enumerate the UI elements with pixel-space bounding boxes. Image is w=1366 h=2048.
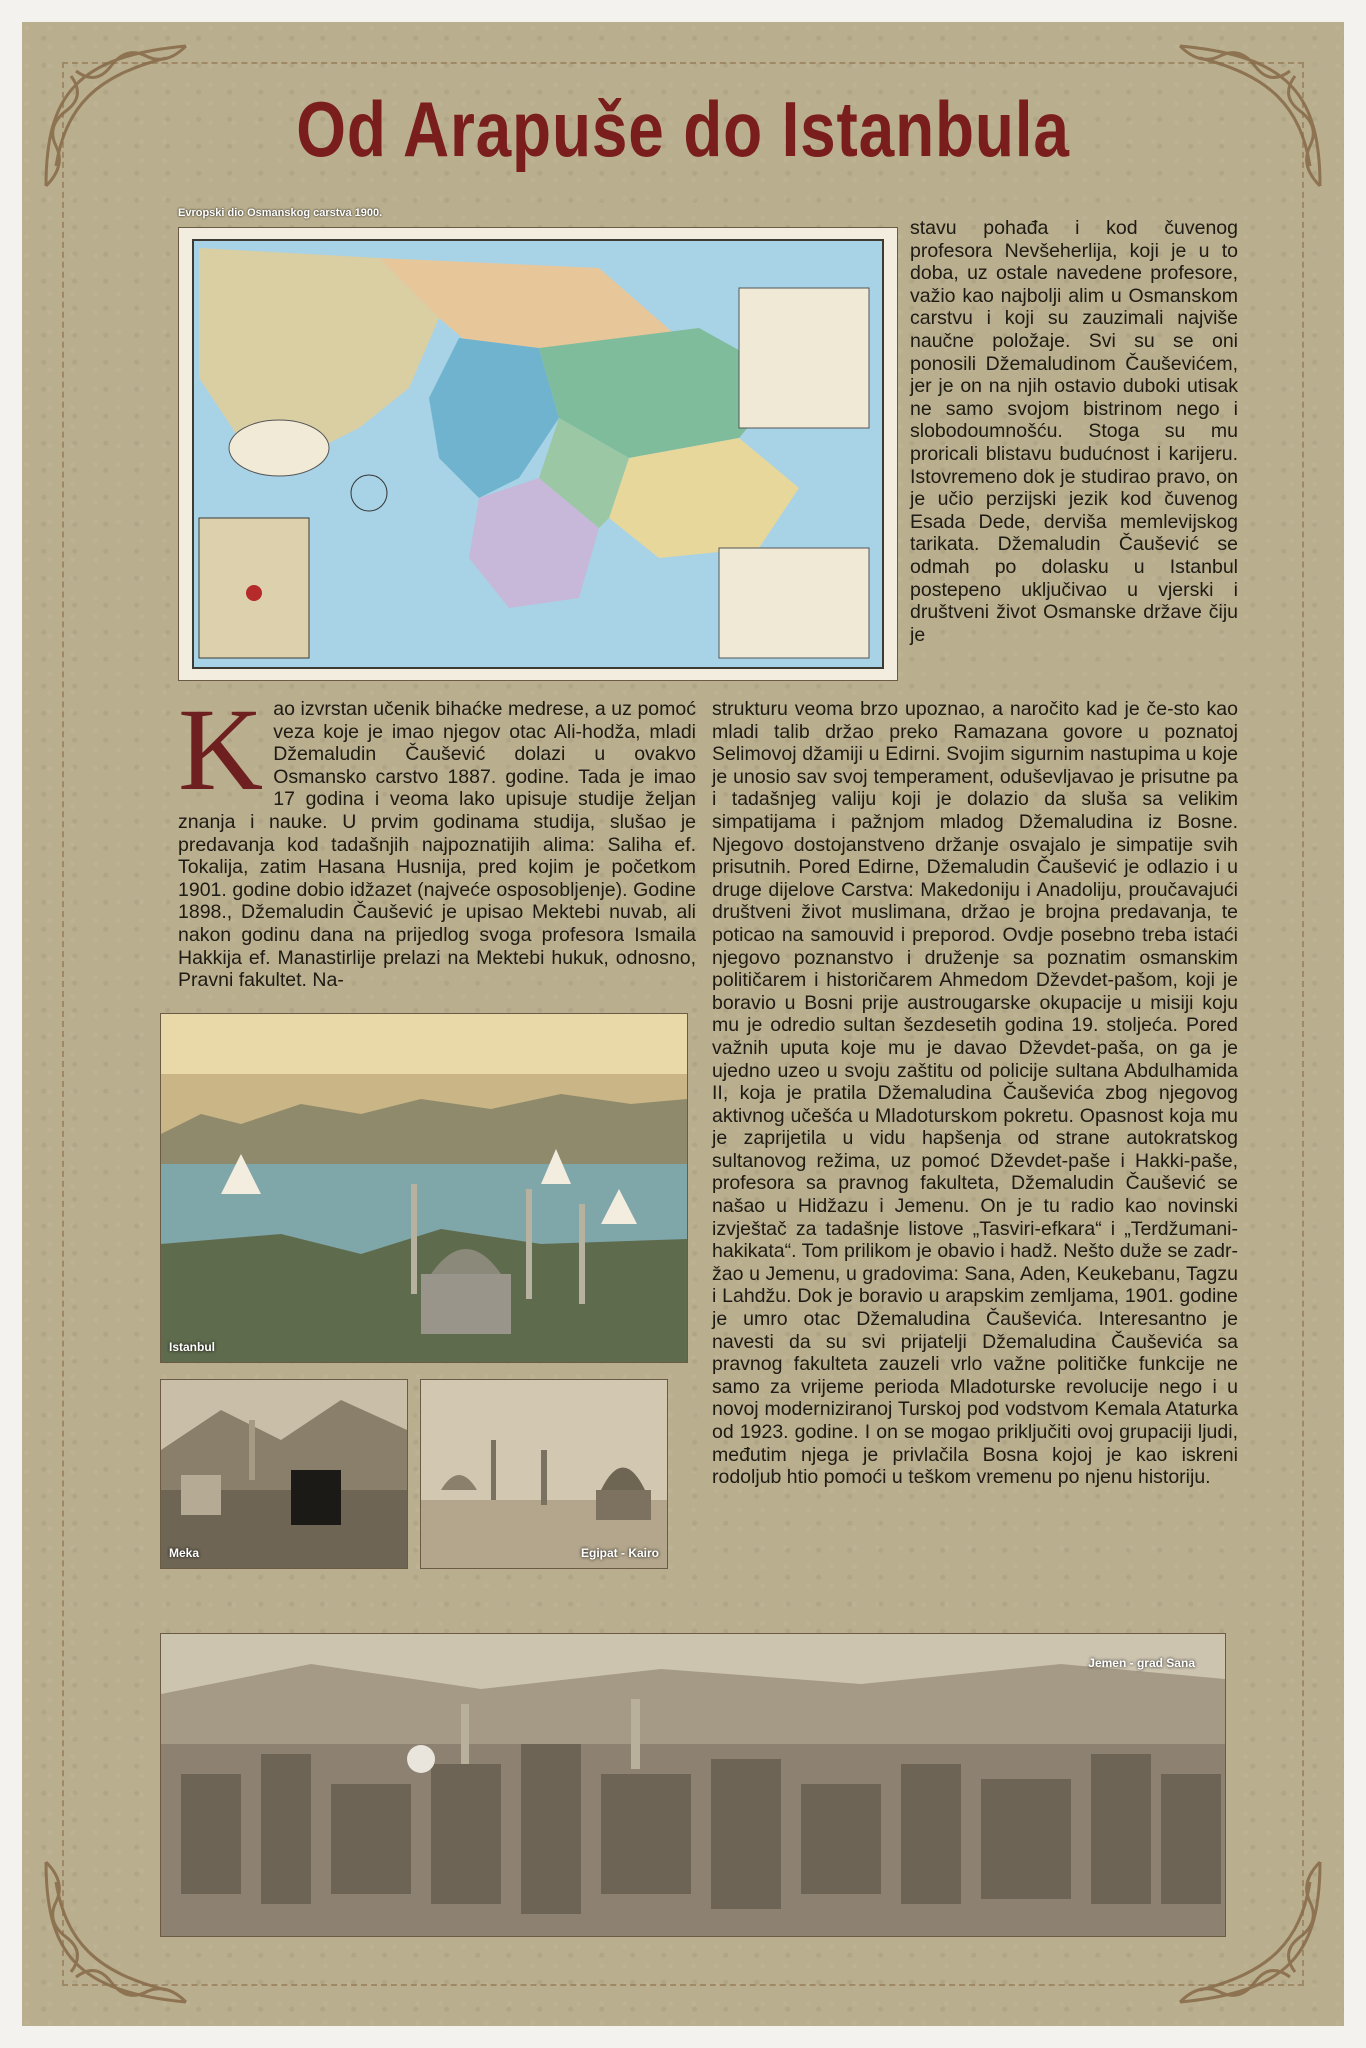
poster: [22, 22, 1344, 2026]
sana-label: Jemen - grad Sana: [1088, 1656, 1195, 1670]
left-column-body: ao izvrstan učenik bihaćke medrese, a uz pomoć veza koje je imao njegov otac Ali-hodža, mladi Džemaludin Čaušević dolazi u ovakvo Osmansko carstvo 1887. godine. Tada je imao 17 godina i veoma lako upisuje studije željan znanja i nauke. U prvim godinama studija, slušao je predavanja kod tadašnjih najpoznatijih alima: Saliha ef. Tokalija, zatim Hasana Husnija, pred kojim je početkom 1901. godine dobio idžazet (najveće osposobljenje). Godine 1898., Džemaludin Čaušević je upisao Mektebi nuvab, ali nakon godinu dana na prijedlog svoga profesora Ismaila Hakkija ef. Manastirlije prelazi na Mektebi hukuk, odnosno, Pravni fakultet. Na-: [178, 698, 696, 992]
istanbul-label: Istanbul: [169, 1340, 216, 1354]
left-column-text: [178, 684, 696, 992]
drop-cap: K: [178, 684, 264, 815]
kairo-label: Egipat - Kairo: [580, 1546, 659, 1560]
meka-image: [160, 1379, 408, 1569]
map-caption: Evropski dio Osmanskog carstva 1900.: [178, 207, 383, 219]
sana-image: [160, 1633, 1226, 1937]
page-title: Od Arapuše do Istanbula: [296, 85, 1070, 173]
right-column-main-text: strukturu veoma brzo upoznao, a naročito kad je če-sto kao mladi talib držao preko Ramazana govore u poznatoj Selimovoj džamiji u Edirni. Svojim sigurnim nastupima u koje je unosio sav svoj temperament, oduševljavao je prisutne pa i tadašnjeg valiju koji je dolazio da sluša sa velikim simpatijama i pažnjom mladog Džemaludina iz Bosne. Njegovo dostojanstveno držanje osvajalo je simpatije svih prisutnih. Pored Edirne, Džemaludin Čaušević je odlazio i u druge dijelove Carstva: Makedoniju i Anadoliju, proučavajući društveni život muslimana, držao je brojna predavanja, te poticao na samouvid i preporod. Ovdje posebno treba istaći njegovo poznanstvo i druženje sa poznatim osmanskim političarem i historičarem Ahmedom Dževdet-pašom, koji je boravio u Bosni prije austrougarske okupacije u misiji koju mu je odredio sultan šezdesetih godina 19. stoljeća. Pored važnih uputa koje mu je davao Dževdet-paša, on ga je ujedno uzeo u svoju zaštitu od policije sultana Abdulhamida II, koja je pratila Džemaludina Čauševića zbog njegovog aktivnog učešća u Mladoturskom pokretu. Opasnost koja mu je zaprijetila u vidu hapšenja od strane autokratskog sultanovog režima, uz pomoć Dževdet-paše i Hakki-paše, profesora sa pravnog fakulteta, Džemaludin Čaušević se našao u Hidžazu i Jemenu. On je tu radio kao novinski izvještač za tadašnje listove „Tasviri-efkara“ i „Terdžumani-hakikata“. Tom prilikom je obavio i hadž. Nešto duže se zadr-žao u Jemenu, u gradovima: Sana, Aden, Keukebanu, Tagzu i Lahdžu. Dok je boravio u arapskim zemljama, 1901. godine je umro otac Džemaludina Čauševića. Interesantno je navesti da su svi prijatelji Džemaludina Čauševića sa pravnog fakulteta zauzeli vrlo važne političke funkcije ne samo za vrijeme perioda Mladoturske revolucije nego i u novoj moderniziranoj Turskoj pod vodstvom Kemala Ataturka od 1923. godine. I on se mogao priključiti ovoj grupaciji ljudi, međutim njega je privlačila Bosna kojoj je kao iskreni rodoljub htio pomoći u teškom vremenu po njenu historiju.: [712, 698, 1238, 1489]
right-column-top-text: stavu pohađa i kod čuvenog profesora Nevšeherlija, koji je u to doba, uz ostale navedene profesore, važio kao najbolji alim u Osmanskom carstvu i koji su zauzimali najviše naučne položaje. Svi su se oni ponosili Džemaludinom Čauševićem, jer je on na njih ostavio duboki utisak ne samo svojom bistrinom nego i slobodoumnošću. Stoga su mu proricali blistavu budućnost i karijeru. Istovremeno dok je studirao pravo, on je učio perzijski jezik kod čuvenog Esada Dede, derviša memlevijskog tarikata. Džemaludin Čaušević se odmah po dolasku u Istanbul postepeno uključivao u vjerski i društveni život Osmanske države čiju je: [910, 217, 1238, 646]
ottoman-map-image: [178, 227, 898, 681]
kairo-image: [420, 1379, 668, 1569]
istanbul-image: [160, 1013, 688, 1363]
meka-label: Meka: [169, 1546, 200, 1560]
